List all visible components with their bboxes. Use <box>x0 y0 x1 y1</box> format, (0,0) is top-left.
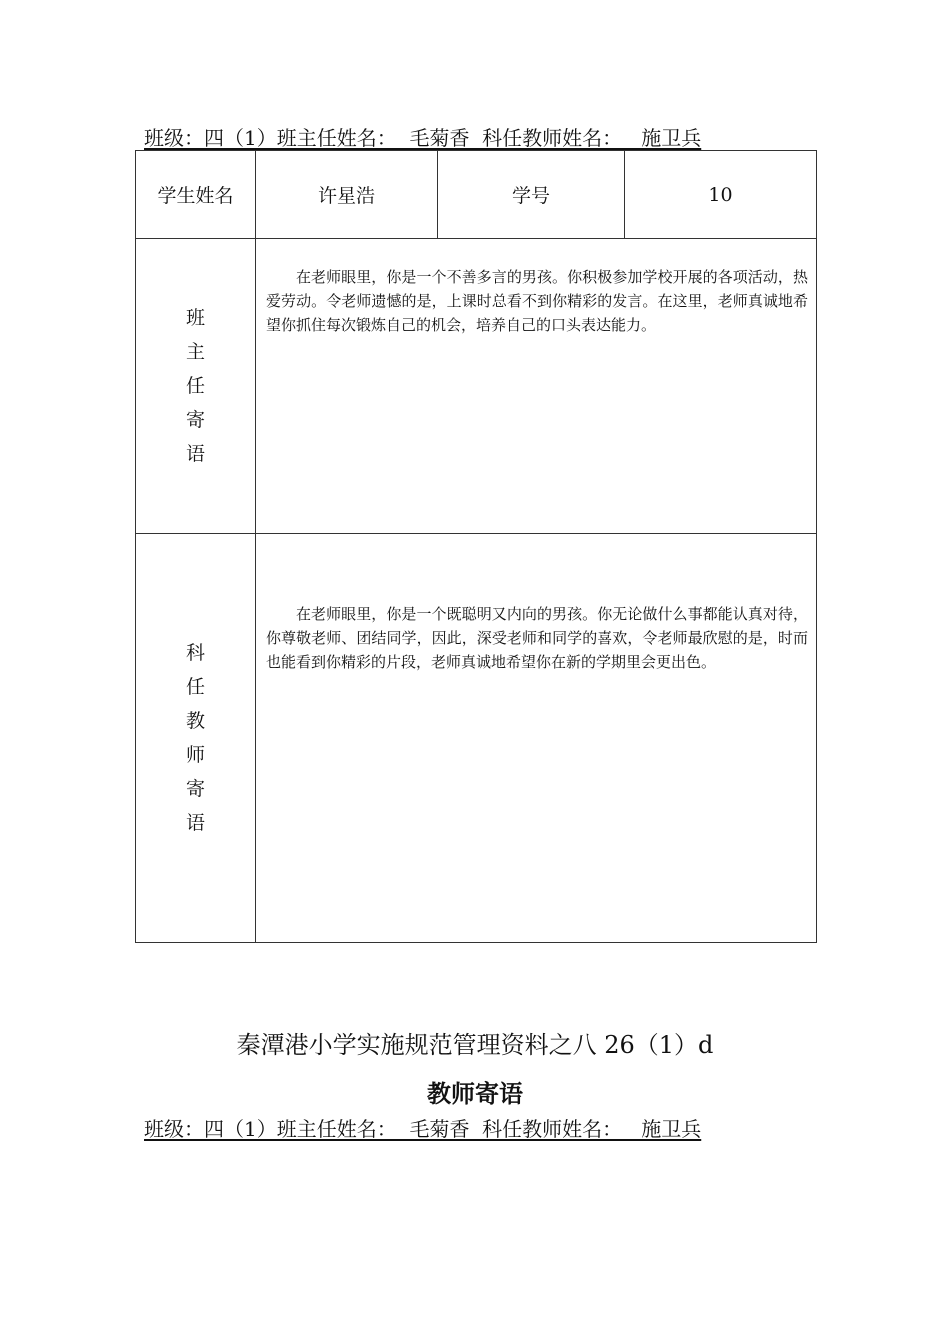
subject-teacher-label: 科 任 教 师 寄 语 <box>136 534 256 943</box>
subject-teacher-comment: 在老师眼里，你是一个既聪明又内向的男孩。你无论做什么事都能认真对待，你尊敬老师、团结同学，因此，深受老师和同学的喜欢，令老师最欣慰的是，时而也能看到你精彩的片段，老师真诚地希望你在新的学期里会更出色。 <box>256 534 817 943</box>
head-teacher-row <box>136 239 817 534</box>
student-no-value: 10 <box>625 151 817 239</box>
class-header-line-repeat: 班级：四（1）班主任姓名： 毛菊香 科任教师姓名： 施卫兵 <box>144 1117 702 1141</box>
document-title: 教师寄语 <box>427 1079 523 1108</box>
student-name-value: 许星浩 <box>256 151 438 239</box>
school-title: 秦潭港小学实施规范管理资料之八 26（1）d <box>236 1031 714 1059</box>
subject-teacher-row <box>136 534 817 943</box>
student-info-row <box>136 151 817 239</box>
head-teacher-label: 班 主 任 寄 语 <box>136 239 256 534</box>
student-name-label: 学生姓名 <box>136 151 256 239</box>
student-no-label: 学号 <box>438 151 625 239</box>
head-teacher-comment: 在老师眼里，你是一个不善多言的男孩。你积极参加学校开展的各项活动，热爱劳动。令老师遗憾的是，上课时总看不到你精彩的发言。在这里，老师真诚地希望你抓住每次锻炼自己的机会，培养自己的口头表达能力。 <box>256 239 817 534</box>
teacher-comment-table <box>135 150 817 943</box>
class-header-line: 班级：四（1）班主任姓名： 毛菊香 科任教师姓名： 施卫兵 <box>144 126 702 150</box>
